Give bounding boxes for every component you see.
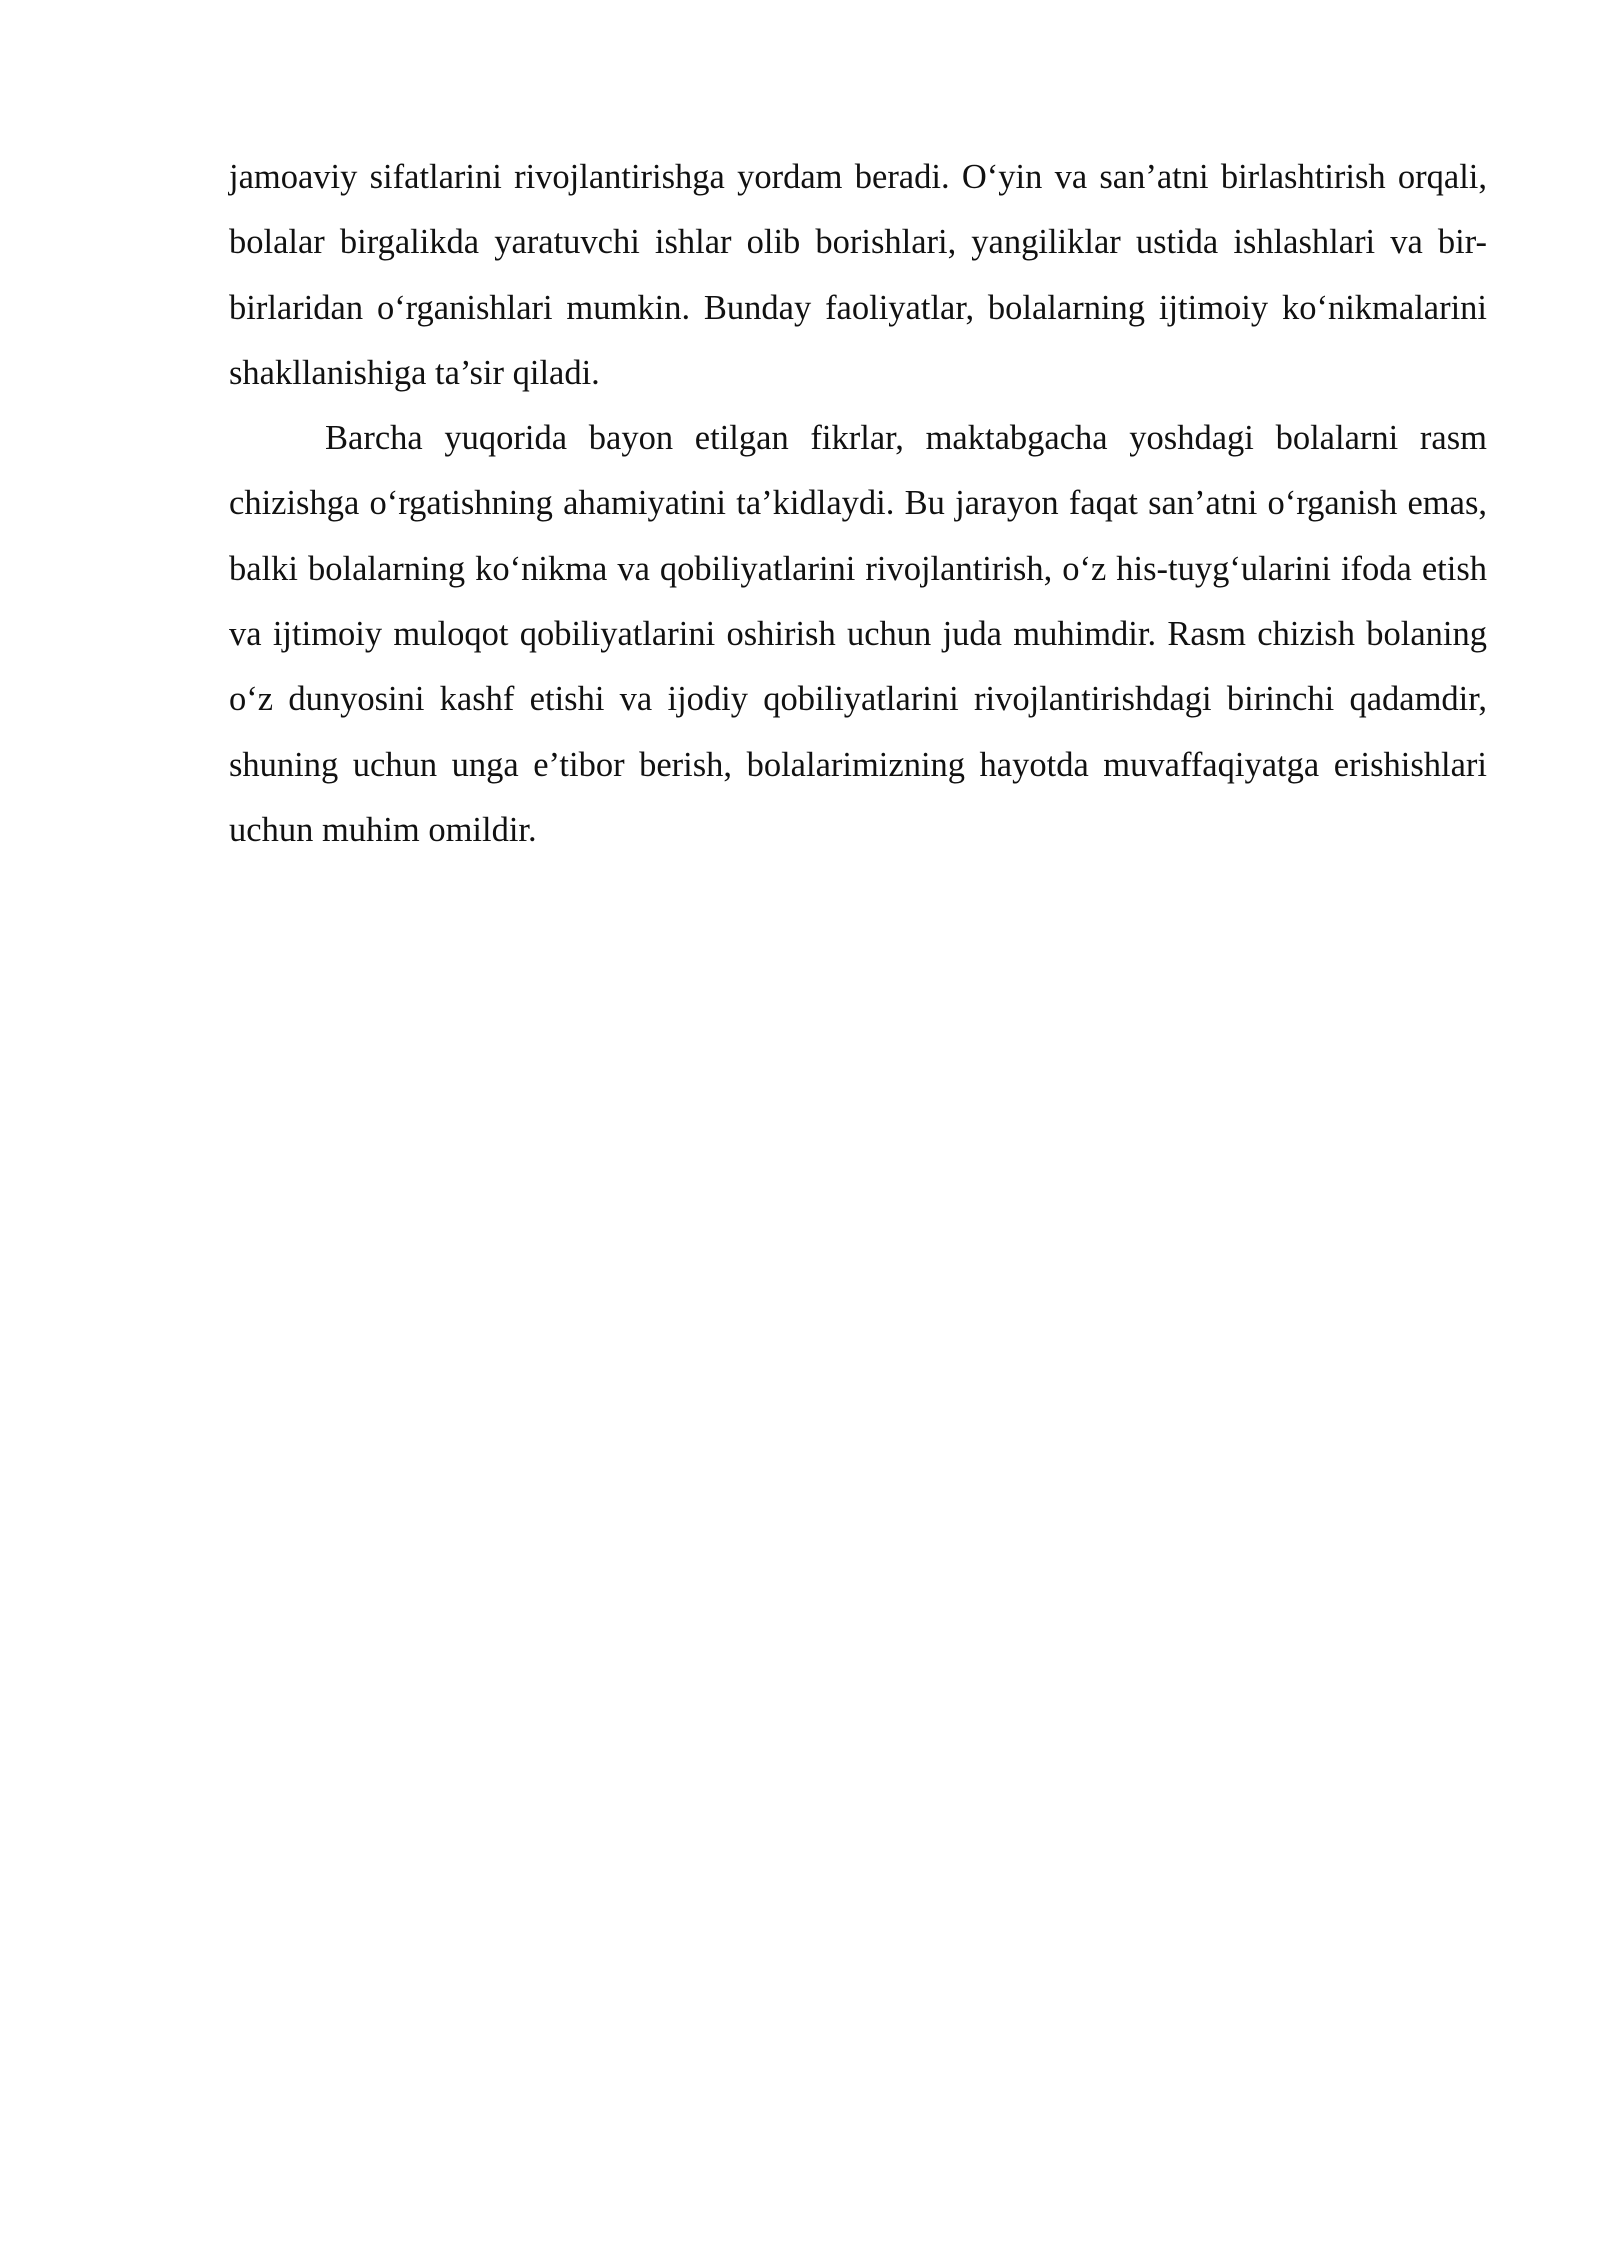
body-text xyxy=(229,145,1487,863)
paragraph-1: jamoaviy sifatlarini rivojlantirishga yordam beradi. O‘yin va san’atni birlashtirish orqali, bolalar birgalikda yaratuvchi ishlar olib borishlari, yangiliklar ustida ishlashlari va bir-birlaridan o‘rganishlari mumkin. Bunday faoliyatlar, bolalarning ijtimoiy ko‘nikmalarini shakllanishiga ta’sir qiladi. xyxy=(229,158,1487,392)
paragraph-2: Barcha yuqorida bayon etilgan fikrlar, maktabgacha yoshdagi bolalarni rasm chizishga o‘rgatishning ahamiyatini ta’kidlaydi. Bu jarayon faqat san’atni o‘rganish emas, balki bolalarning ko‘nikma va qobiliyatlarini rivojlantirish, o‘z his-tuyg‘ularini ifoda etish va ijtimoiy muloqot qobiliyatlarini oshirish uchun juda muhimdir. Rasm chizish bolaning o‘z dunyosini kashf etishi va ijodiy qobiliyatlarini rivojlantirishdagi birinchi qadamdir, shuning uchun unga e’tibor berish, bolalarimizning hayotda muvaffaqiyatga erishishlari uchun muhim omildir. xyxy=(229,419,1487,849)
